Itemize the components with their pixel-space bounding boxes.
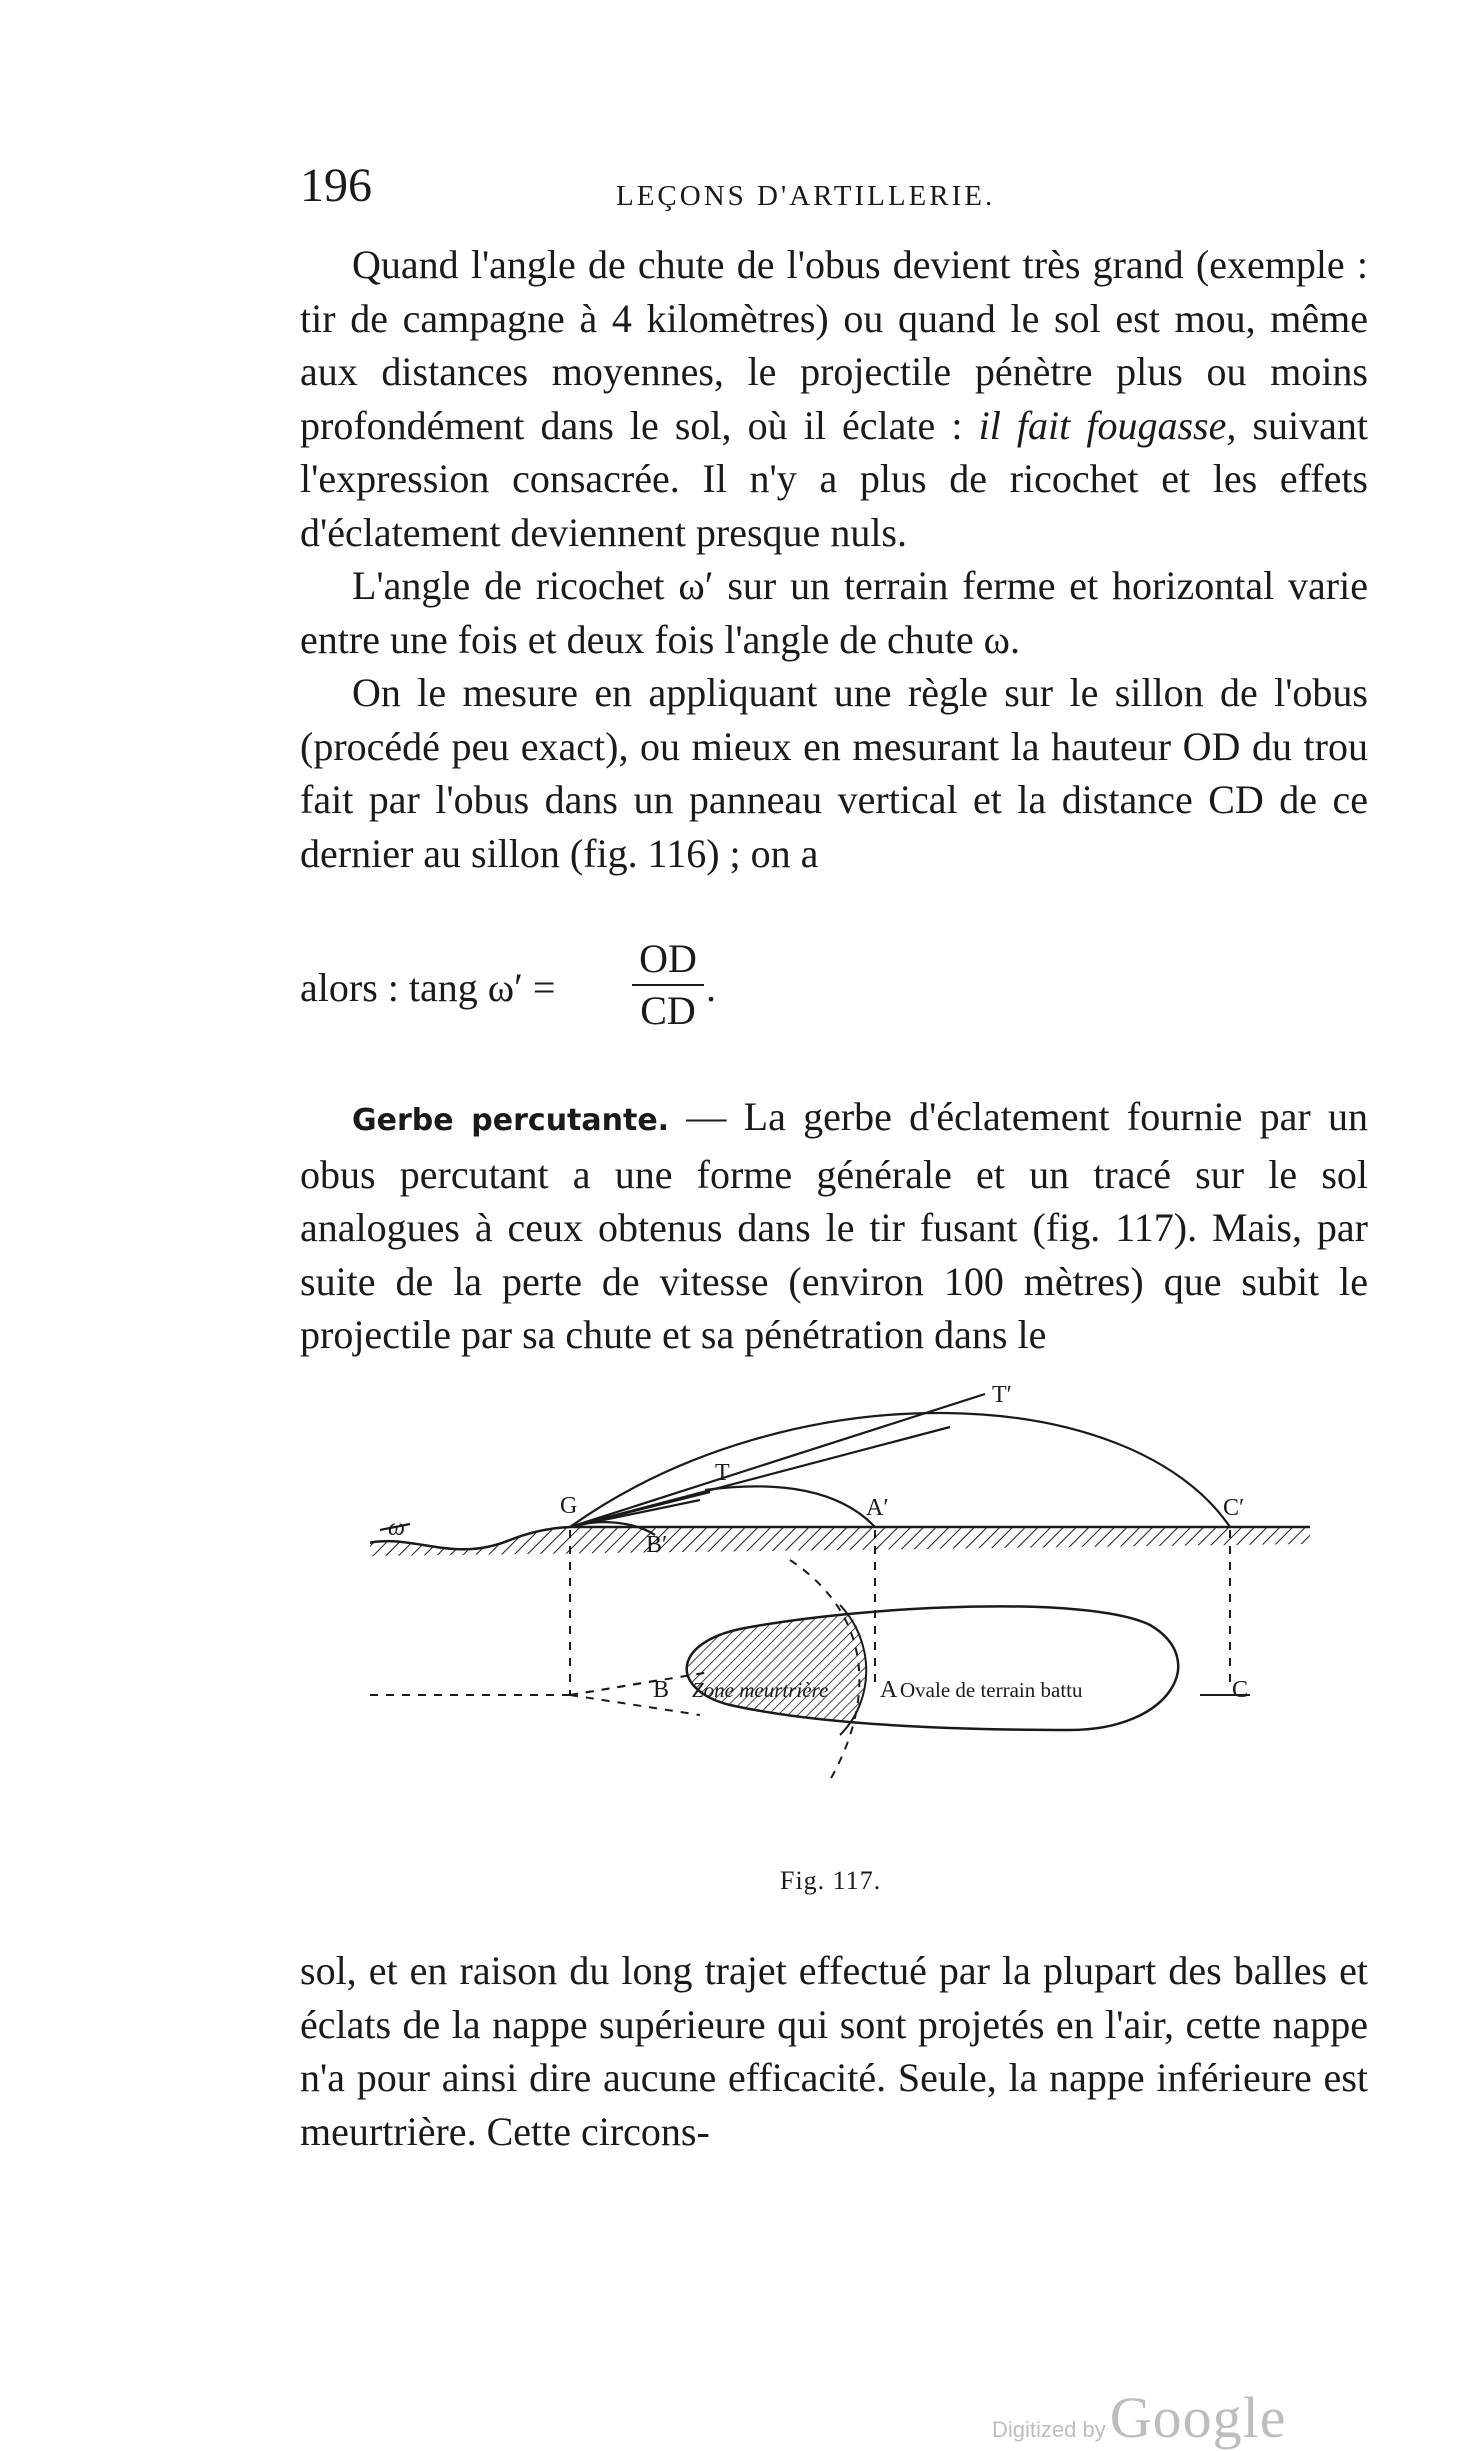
paragraph-3: On le mesure en appliquant une règle sur le sillon de l'obus (procédé peu exact), ou mieux en mesurant la hauteur OD du trou fait par l'obus dans un panneau vertical et la distance CD de ce dernier au sillon (fig. 116) ; on a	[300, 670, 1368, 876]
label-g: G	[560, 1493, 578, 1519]
ground-profile	[370, 1527, 1310, 1556]
page-number: 196	[300, 159, 372, 212]
watermark-prefix: Digitized by	[992, 2417, 1106, 2442]
label-zone-meurtriere: Zone meurtrière	[692, 1678, 829, 1702]
label-a: A	[880, 1677, 898, 1703]
label-b-prime: B′	[646, 1532, 668, 1558]
label-ovale: Ovale de terrain battu	[900, 1678, 1083, 1702]
figure-117	[370, 1380, 1310, 1800]
body-text-middle	[300, 1090, 1368, 1362]
formula-end: .	[706, 965, 716, 1010]
google-logo: Google	[1109, 2385, 1287, 2450]
page-header	[300, 158, 1380, 218]
label-a-prime: A′	[866, 1495, 889, 1521]
fraction-denominator: CD	[640, 988, 696, 1033]
italic-expression: il fait fougasse,	[978, 402, 1237, 448]
label-omega: ω	[388, 1515, 405, 1541]
digitized-watermark	[992, 2384, 1286, 2451]
paragraph-1: Quand l'angle de chute de l'obus devient très grand (exemple : tir de campagne à 4 kilomètres) ou quand le sol est mou, même aux distances moyennes, le projectile pénètre plus ou moins profondément dans le sol, où il éclate : il fait fougasse, suivant l'expression consacrée. Il n'y a plus de ricochet et les effets d'éclatement deviennent presque nuls.	[300, 242, 1369, 555]
label-b: B	[653, 1677, 670, 1703]
label-c-prime: C′	[1223, 1495, 1245, 1521]
paragraph-5: sol, et en raison du long trajet effectué par la plupart des balles et éclats de la nappe supérieure qui sont projetés en l'air, cette nappe n'a pour ainsi dire aucune efficacité. Seule, la nappe inférieure est meurtrière. Cette circons-	[300, 1948, 1368, 2154]
label-c: C	[1232, 1677, 1249, 1703]
fraction-bar	[632, 984, 704, 986]
label-t-prime: T′	[992, 1382, 1012, 1408]
paragraph-2: L'angle de ricochet ω′ sur un terrain ferme et horizontal varie entre une fois et deux fois l'angle de chute ω.	[300, 563, 1368, 662]
paragraph-4: Gerbe percutante. — La gerbe d'éclatement fournie par un obus percutant a une forme générale et un tracé sur le sol analogues à ceux obtenus dans le tir fusant (fig. 117). Mais, par suite de la perte de vitesse (environ 100 mètres) que subit le projectile par sa chute et sa pénétration dans le	[300, 1094, 1368, 1357]
section-heading: Gerbe percutante.	[352, 1103, 670, 1138]
fraction-numerator: OD	[639, 936, 697, 981]
body-text-top	[300, 238, 1368, 880]
tangent-formula	[300, 936, 800, 1046]
running-title: LEÇONS D'ARTILLERIE.	[616, 180, 996, 212]
label-t: T	[715, 1460, 730, 1486]
body-text-bottom	[300, 1944, 1368, 2158]
figure-caption: Fig. 117.	[780, 1866, 882, 1895]
burst-trajectories	[380, 1394, 1230, 1535]
oval-beaten-ground	[670, 1600, 1250, 1740]
formula-label: alors : tang ω′ =	[300, 965, 556, 1010]
formula-fraction	[632, 936, 704, 1034]
